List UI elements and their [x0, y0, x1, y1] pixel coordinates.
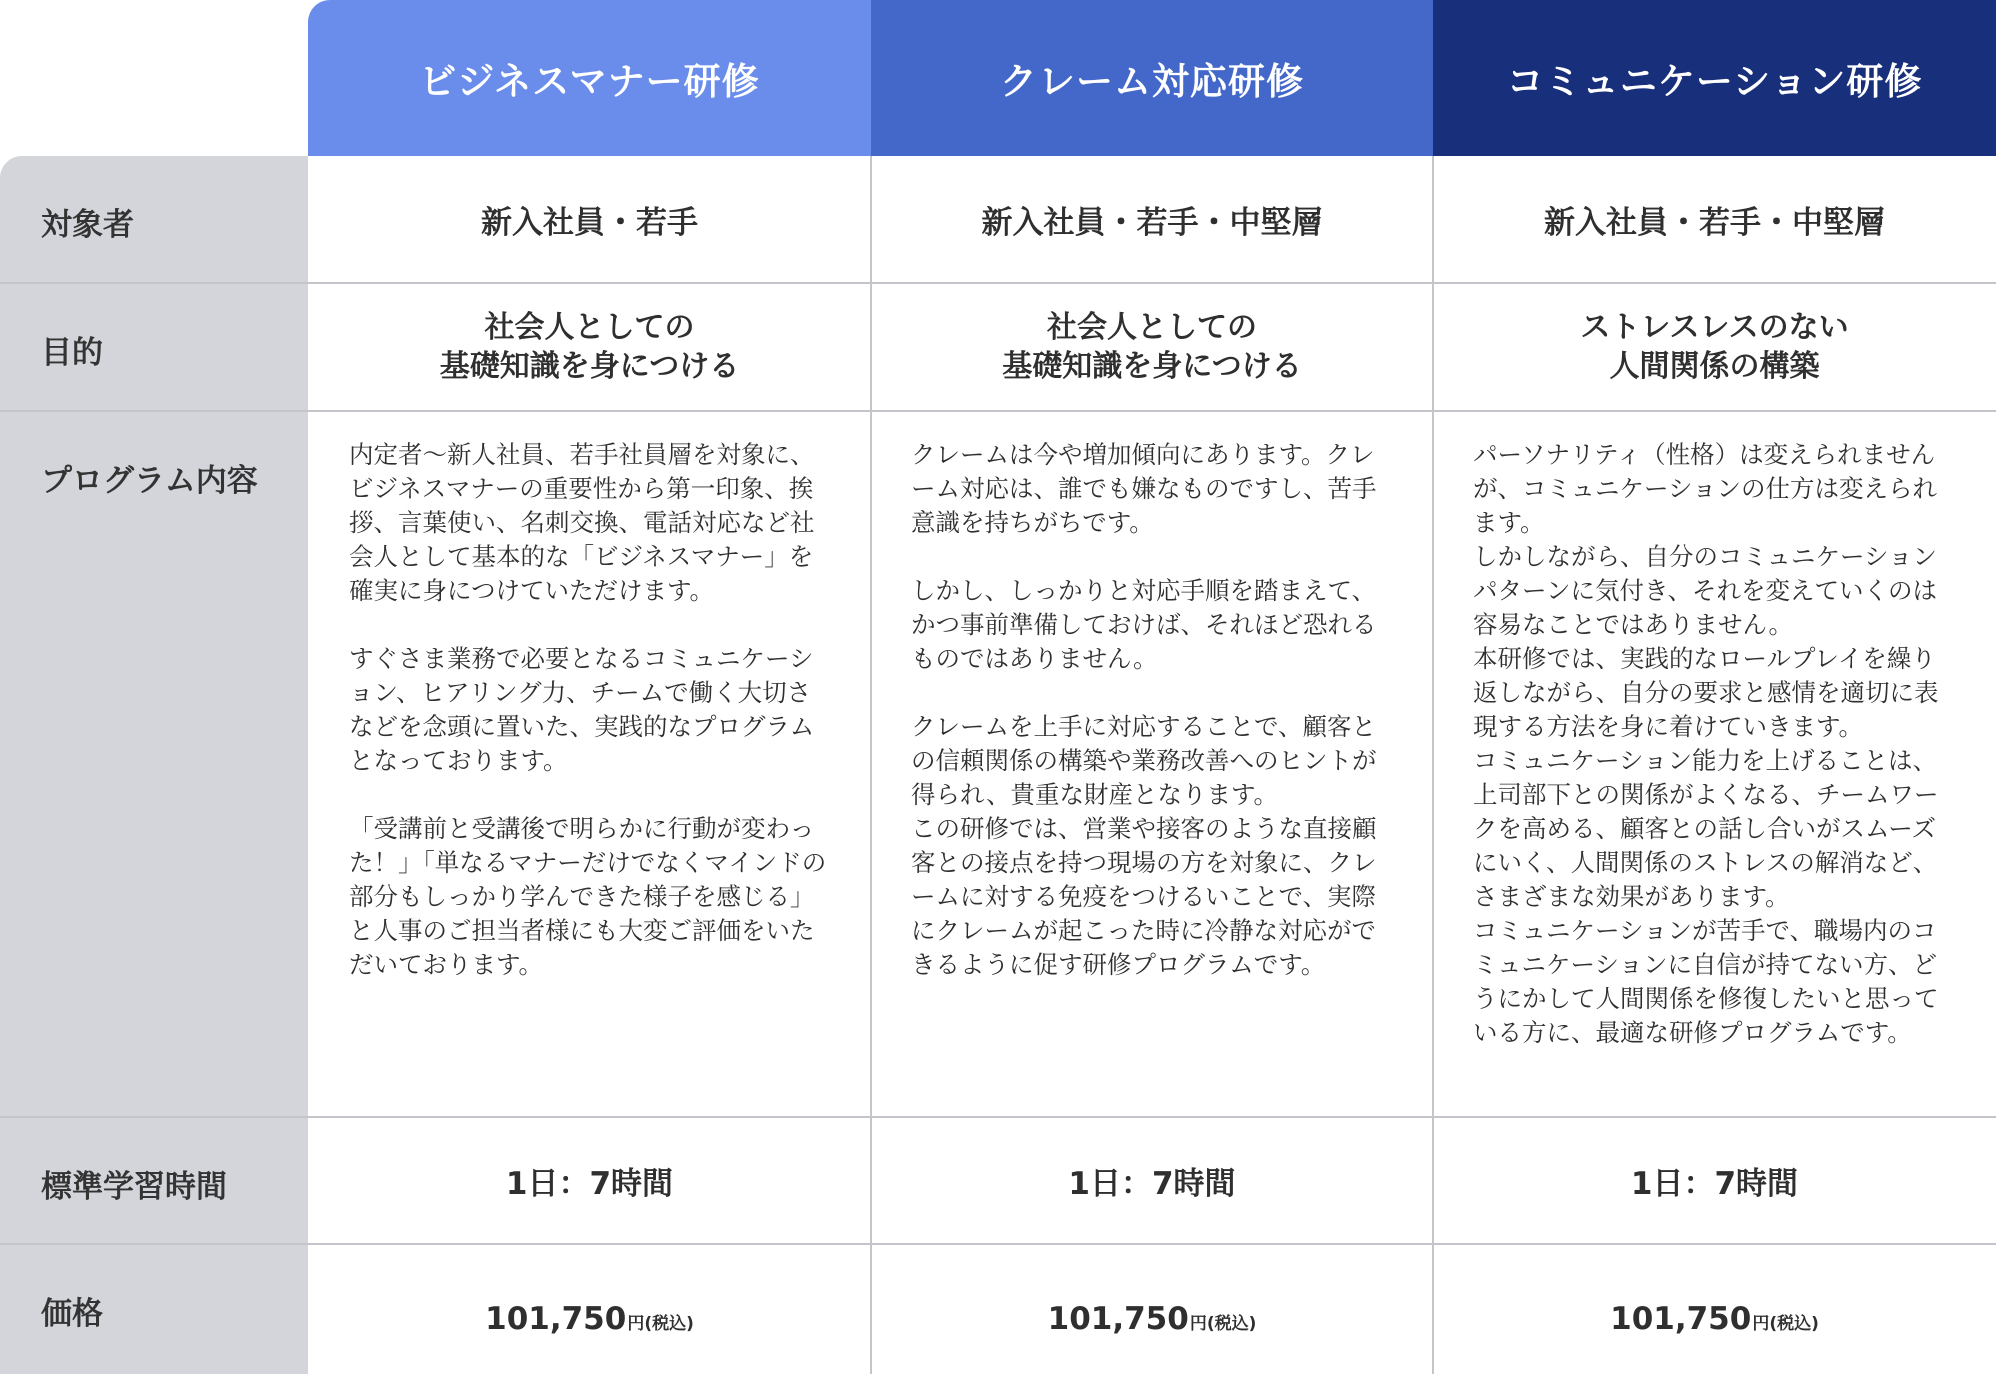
row-divider: [0, 410, 1996, 412]
price-cell: [1433, 1245, 1996, 1374]
purpose-cell: ストレスレスのない 人間関係の構築: [1580, 310, 1849, 384]
column-title: ビジネスマナー研修: [419, 60, 760, 103]
price-amount: 101,750: [1047, 1301, 1189, 1337]
purpose-cell: 社会人としての 基礎知識を身につける: [1002, 310, 1302, 384]
price-unit: 円(税込): [627, 1314, 694, 1334]
target-cell: 新入社員・若手・中堅層: [1544, 205, 1885, 241]
target-cell: 新入社員・若手・中堅層: [981, 205, 1323, 241]
row-label-study-time: 標準学習時間: [41, 1169, 227, 1205]
study-time-cell: 1日：7時間: [505, 1166, 674, 1202]
row-label-program: プログラム内容: [41, 463, 258, 499]
column-title: コミュニケーション研修: [1506, 60, 1923, 103]
program-description: パーソナリティ（性格）は変えられませんが、コミュニケーションの仕方は変えられます。 しかしながら、自分のコミュニケーションパターンに気付き、それを変えていくのは容易なことではありません。 本研修では、実践的なロールプレイを繰り返しながら、自分の要求と感情を適切に表現する方法を身に着けていきます。 コミュニケーション能力を上げることは、上司部下との関係がよくなる、チームワークを高める、顧客との話し合いがスムーズにいく、人間関係のストレスの解消など、さまざまな効果があります。 コミュニケーションが苦手で、職場内のコミュニケーションに自信が持てない方、どうにかして人間関係を修復したいと思っている方に、最適な研修プログラムです。: [1473, 440, 1939, 1047]
study-time-cell: 1日：7時間: [1630, 1166, 1799, 1202]
price-cell: [308, 1245, 871, 1374]
study-time-cell: 1日：7時間: [1068, 1166, 1236, 1202]
price-unit: 円(税込): [1752, 1314, 1819, 1334]
row-label-purpose: 目的: [41, 335, 103, 371]
price-unit: 円(税込): [1189, 1314, 1257, 1334]
column-header-business-manner: [308, 0, 871, 156]
program-description: 内定者〜新人社員、若手社員層を対象に、ビジネスマナーの重要性から第一印象、挨拶、言葉使い、名刺交換、電話対応など社会人として基本的な「ビジネスマナー」を確実に身につけていただけます。 すぐさま業務で必要となるコミュニケーション、ヒアリング力、チームで働く大切さなどを念頭に置いた、実践的なプログラムとなっております。 「受講前と受講後で明らかに行動が変わった！」「単なるマナーだけでなくマインドの部分もしっかり学んできた様子を感じる」と人事のご担当者様にも大変ご評価をいただいております。: [349, 440, 827, 979]
column-header-communication: [1433, 0, 1996, 156]
row-label-price: 価格: [41, 1296, 103, 1332]
price-amount: 101,750: [1610, 1301, 1752, 1337]
price-amount: 101,750: [485, 1301, 627, 1337]
column-title: クレーム対応研修: [1000, 60, 1304, 103]
target-cell: 新入社員・若手: [481, 205, 698, 241]
row-label-target: 対象者: [41, 207, 134, 243]
purpose-cell: 社会人としての 基礎知識を身につける: [439, 310, 740, 384]
price-cell: [871, 1245, 1433, 1374]
program-description: クレームは今や増加傾向にあります。クレーム対応は、誰でも嫌なものですし、苦手意識を持ちがちです。 しかし、しっかりと対応手順を踏まえて、かつ事前準備しておけば、それほど恐れるものではありません。 クレームを上手に対応することで、顧客との信頼関係の構築や業務改善へのヒントが得られ、貴重な財産となります。 この研修では、営業や接客のような直接顧客との接点を持つ現場の方を対象に、クレームに対する免疫をつけるいことで、実際にクレームが起こった時に冷静な対応ができるように促す研修プログラムです。: [911, 440, 1377, 979]
column-header-complaint-handling: [871, 0, 1433, 156]
